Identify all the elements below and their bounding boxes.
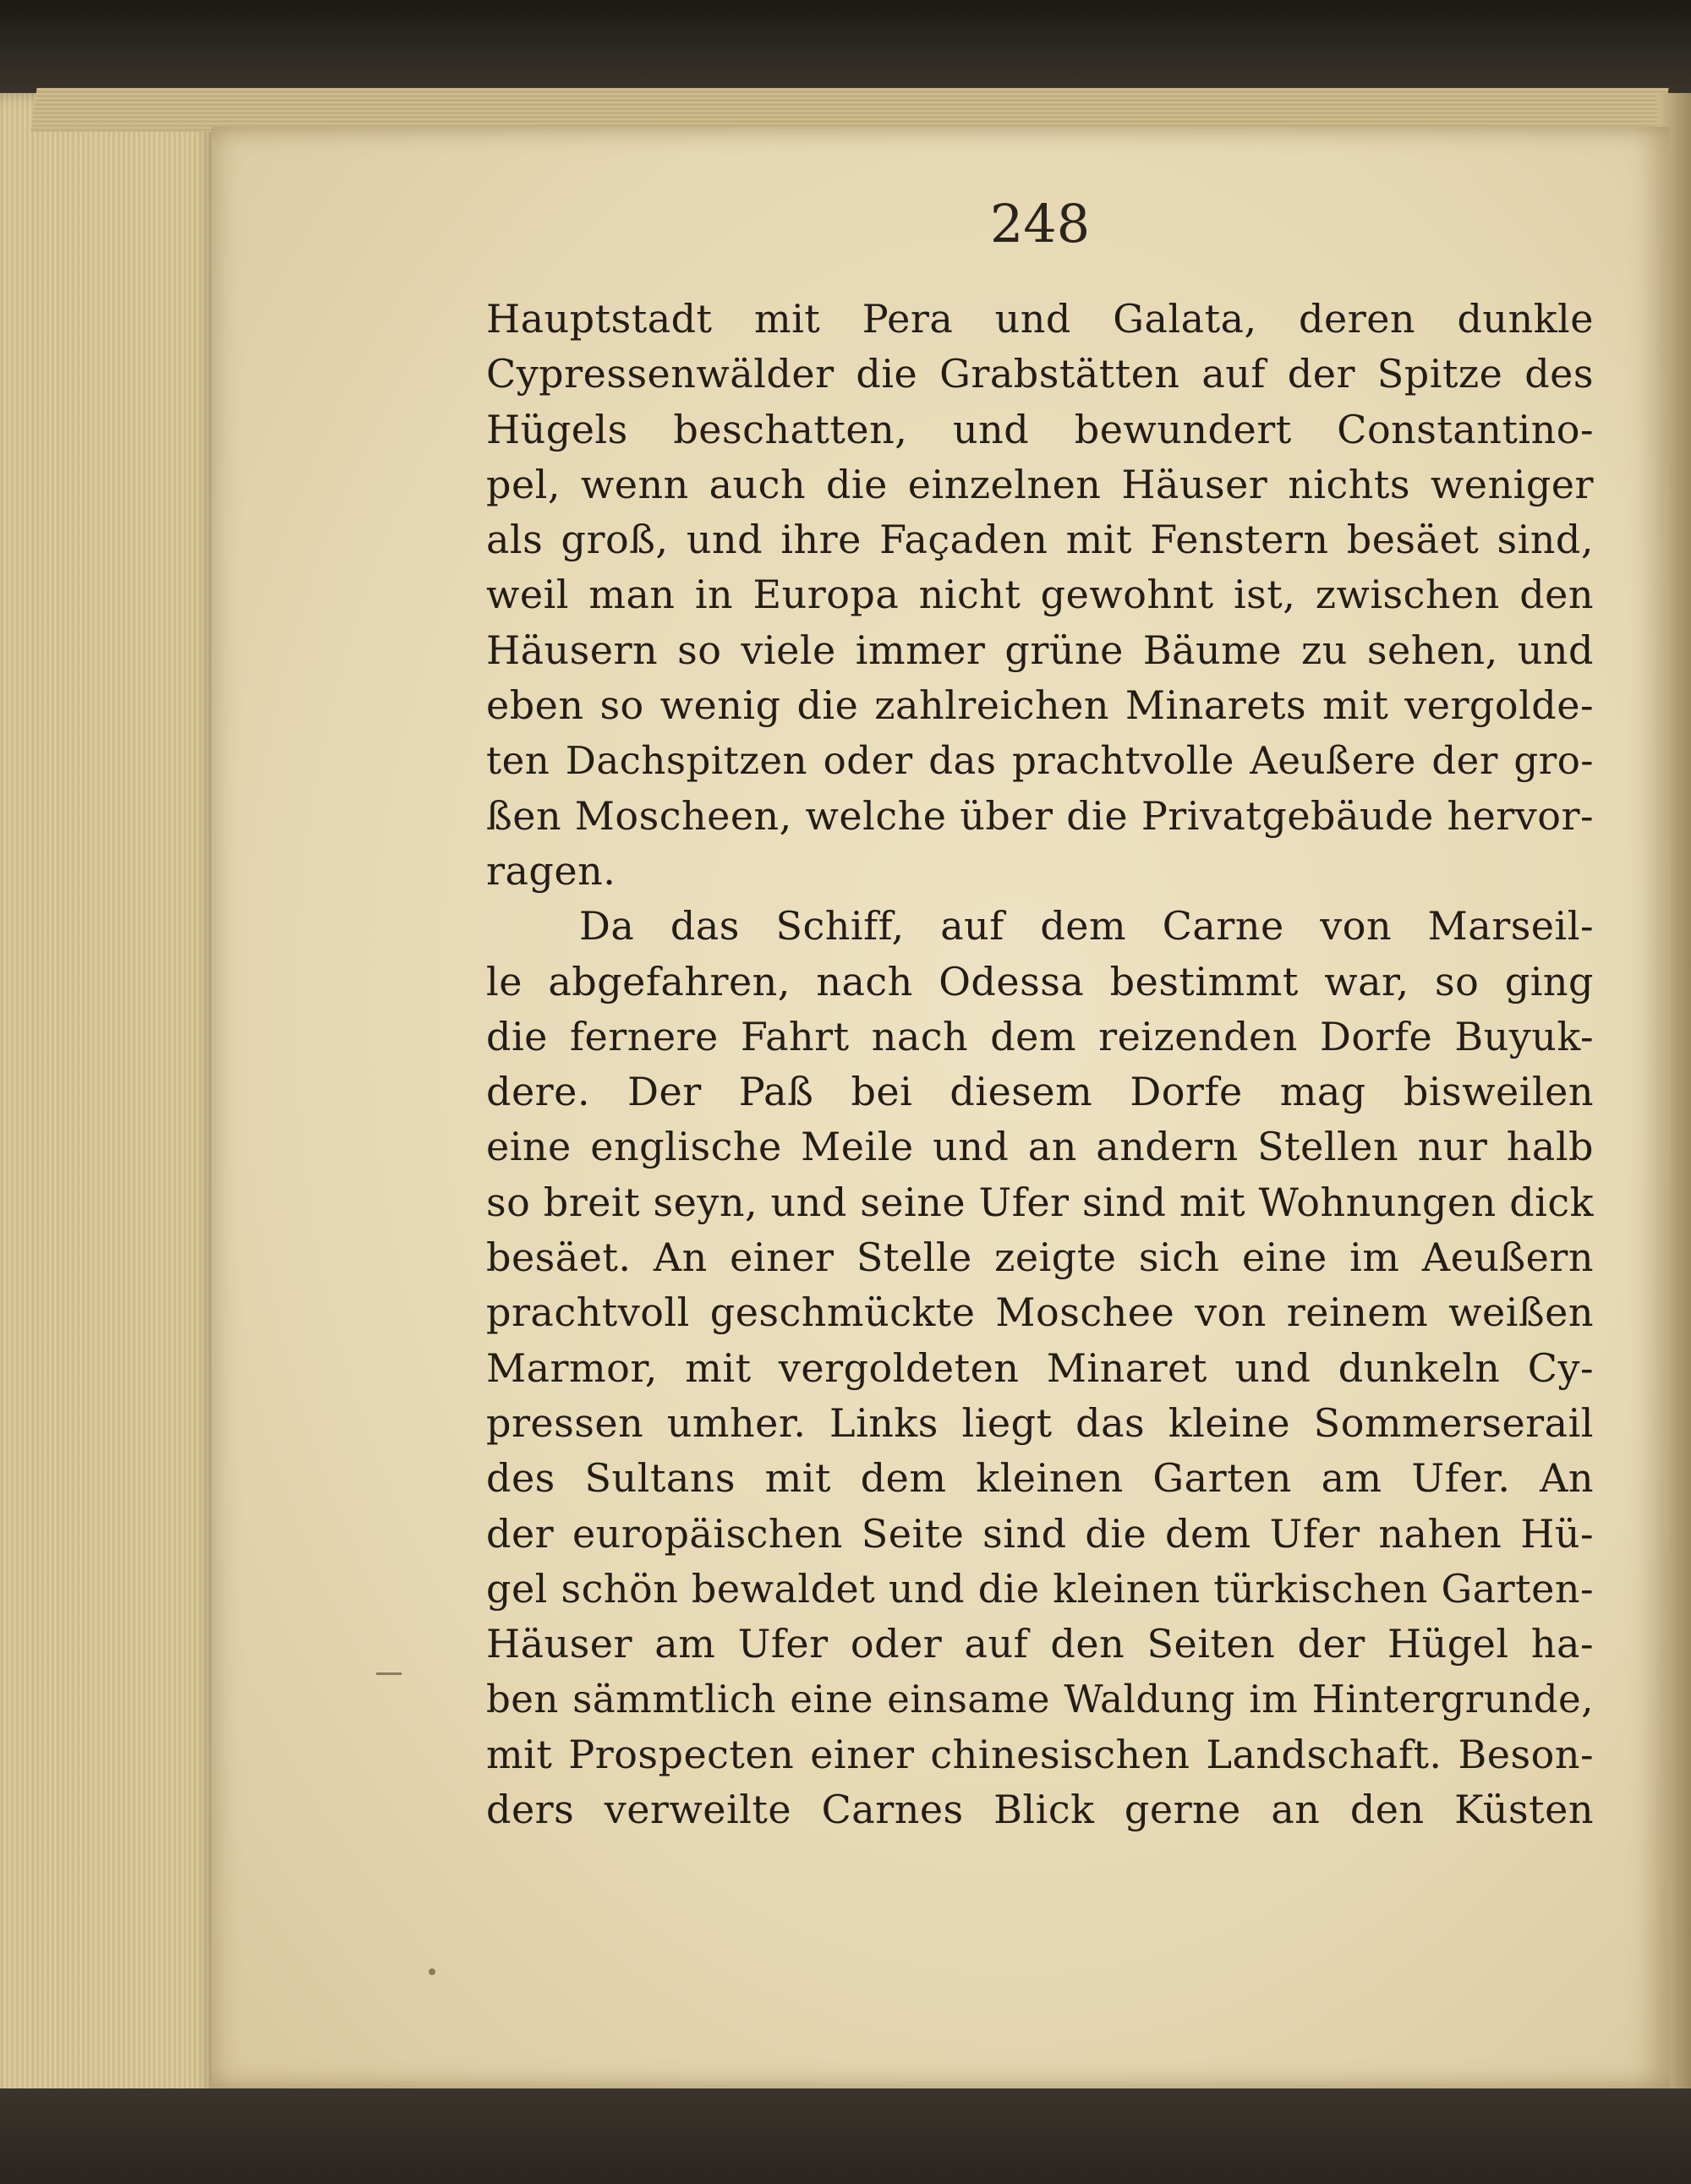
text-line: so breit seyn, und seine Ufer sind mit Wohnungen dick [486, 1179, 1594, 1225]
margin-mark [376, 1672, 402, 1675]
text-line: der europäischen Seite sind die dem Ufer nahen Hü- [486, 1510, 1594, 1557]
text-line: mit Prospecten einer chinesischen Landschaft. Beson- [486, 1731, 1594, 1777]
text-line: Häusern so viele immer grüne Bäume zu sehen, und [486, 627, 1594, 673]
text-line: ben sämmtlich eine einsame Waldung im Hintergrunde, [486, 1677, 1594, 1722]
text-line: Hauptstadt mit Pera und Galata, deren dunkle [486, 296, 1594, 342]
text-line: Häuser am Ufer oder auf den Seiten der Hügel ha- [486, 1621, 1594, 1667]
margin-dot [429, 1968, 435, 1975]
text-line: ragen. [486, 847, 616, 894]
text-line: ten Dachspitzen oder das prachtvolle Aeußere der gro- [486, 738, 1594, 784]
text-line: Hügels beschatten, und bewundert Constantino- [486, 406, 1594, 452]
text-line: gel schön bewaldet und die kleinen türkischen Garten- [486, 1565, 1594, 1612]
page-edge-top [30, 88, 1668, 132]
text-line: le abgefahren, nach Odessa bestimmt war, so ging [486, 958, 1594, 1004]
book-cover-bottom [0, 2088, 1691, 2184]
text-line: prachtvoll geschmückte Moschee von reinem weißen [486, 1289, 1594, 1336]
page-text [486, 292, 1594, 1837]
text-line: eine englische Meile und an andern Stellen nur halb [486, 1124, 1594, 1170]
text-line: besäet. An einer Stelle zeigte sich eine im Aeußern [486, 1234, 1594, 1281]
text-line: weil man in Europa nicht gewohnt ist, zwischen den [486, 572, 1594, 618]
text-line: pressen umher. Links liegt das kleine Sommerserail [486, 1399, 1594, 1446]
text-line: ßen Moscheen, welche über die Privatgebäude hervor- [486, 792, 1594, 839]
text-line: Da das Schiff, auf dem Carne von Marseil- [579, 903, 1594, 950]
text-line: als groß, und ihre Façaden mit Fenstern besäet sind, [486, 517, 1594, 563]
book-cover-top [0, 0, 1691, 93]
text-line: dere. Der Paß bei diesem Dorfe mag bisweilen [486, 1069, 1594, 1115]
text-line: die fernere Fahrt nach dem reizenden Dorfe Buyuk- [486, 1013, 1594, 1059]
text-line: des Sultans mit dem kleinen Garten am Ufer. An [486, 1455, 1594, 1502]
text-line: Cypressenwälder die Grabstätten auf der Spitze des [486, 351, 1594, 397]
text-line: Marmor, mit vergoldeten Minaret und dunkeln Cy- [486, 1344, 1594, 1391]
text-line: pel, wenn auch die einzelnen Häuser nichts weniger [486, 461, 1594, 507]
text-line: eben so wenig die zahlreichen Minarets mit vergolde- [486, 682, 1594, 729]
text-line: ders verweilte Carnes Blick gerne an den Küsten [486, 1787, 1594, 1833]
page-number: 248 [989, 193, 1091, 255]
page-block-left [0, 93, 220, 2105]
